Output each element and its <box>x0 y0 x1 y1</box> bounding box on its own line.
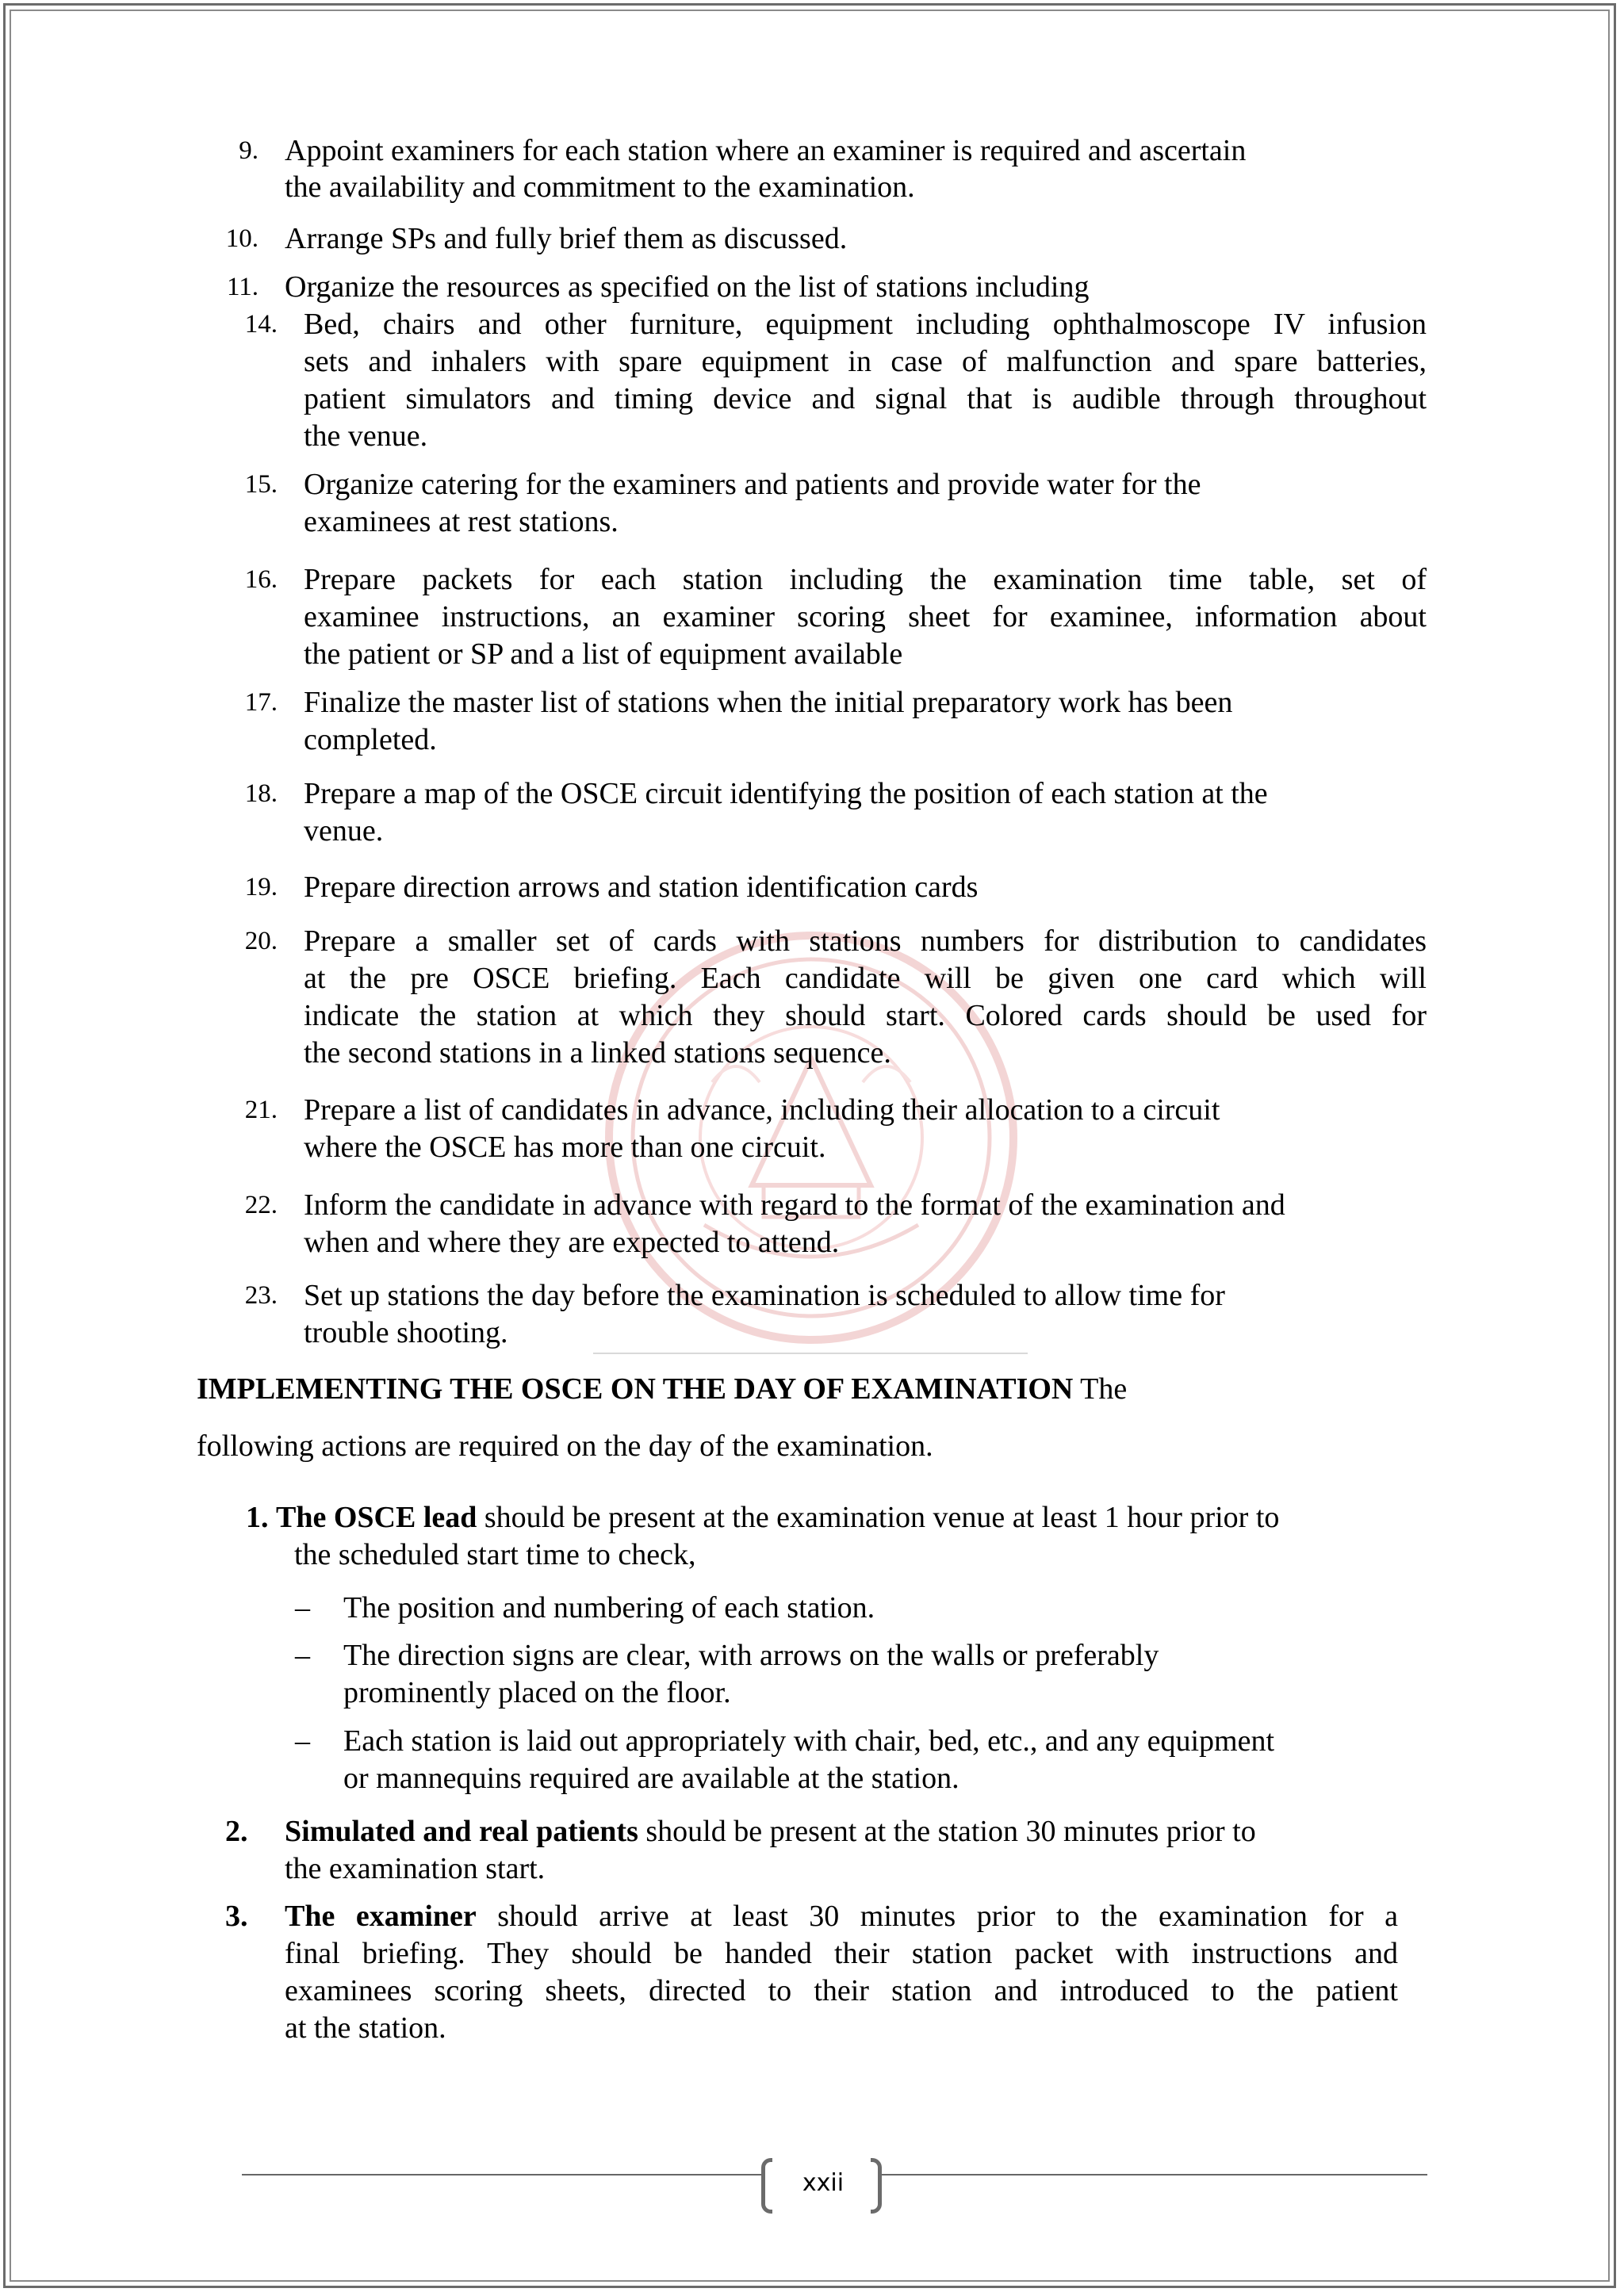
list-item-text: Prepare a smaller set of cards with stations numbers for distribution to candidates <box>304 924 1427 958</box>
list-number: 23. <box>244 1281 278 1310</box>
day-item-text: at the station. <box>285 2011 446 2045</box>
check-item-text: Each station is laid out appropriately with chair, bed, etc., and any equipment <box>343 1724 1275 1758</box>
list-number: 9. <box>239 136 259 165</box>
day-item-bold: Simulated and real patients <box>285 1815 638 1848</box>
list-item-text: sets and inhalers with spare equipment in case of malfunction and spare batteries, <box>304 345 1427 378</box>
day-item-number: 1. <box>246 1501 269 1534</box>
list-item-text: Arrange SPs and fully brief them as discussed. <box>285 222 848 255</box>
list-number: 22. <box>244 1191 278 1219</box>
list-item-text: indicate the station at which they should start. Colored cards should be used for <box>304 999 1427 1032</box>
list-number: 10. <box>225 224 259 253</box>
day-item-examiner <box>285 1898 1398 1935</box>
list-item-text: venue. <box>304 814 384 848</box>
list-number: 20. <box>244 927 278 955</box>
list-number: 21. <box>244 1096 278 1124</box>
list-item-text: trouble shooting. <box>304 1316 508 1349</box>
list-item-text: Inform the candidate in advance with regard to the format of the examination and <box>304 1188 1285 1222</box>
day-item-text: the scheduled start time to check, <box>294 1538 696 1571</box>
dash-bullet: – <box>295 1591 310 1624</box>
check-item-text: or mannequins required are available at the station. <box>343 1762 959 1795</box>
list-item-text: Prepare a map of the OSCE circuit identifying the position of each station at the <box>304 777 1268 810</box>
list-item-text: the availability and commitment to the examination. <box>285 170 915 204</box>
day-item-bold: The OSCE lead <box>276 1501 477 1534</box>
day-item-text: final briefing. They should be handed their station packet with instructions and <box>285 1937 1398 1970</box>
footer-bracket-right-icon <box>871 2158 882 2214</box>
page-number: xxii <box>802 2169 845 2197</box>
list-number: 11. <box>226 273 259 301</box>
list-item-text: the venue. <box>304 419 428 453</box>
day-item-number: 3. <box>225 1900 248 1933</box>
list-item-text: completed. <box>304 723 437 756</box>
list-item-text: examinee instructions, an examiner scoring sheet for examinee, information about <box>304 600 1427 633</box>
list-item-text: Organize catering for the examiners and patients and provide water for the <box>304 468 1201 501</box>
list-item-text: patient simulators and timing device and signal that is audible through throughout <box>304 382 1427 415</box>
list-number: 14. <box>244 310 278 339</box>
list-item-text: the patient or SP and a list of equipment available <box>304 637 903 671</box>
list-item-text: Set up stations the day before the examination is scheduled to allow time for <box>304 1279 1225 1312</box>
footer-rule-left <box>242 2174 764 2175</box>
check-item-text: The position and numbering of each station. <box>343 1591 875 1624</box>
day-item-text: should be present at the station 30 minutes prior to <box>638 1815 1256 1848</box>
day-item-lead <box>246 1499 1279 1536</box>
list-item-text: Prepare packets for each station including the examination time table, set of <box>304 563 1427 596</box>
list-item-text: Finalize the master list of stations when the initial preparatory work has been <box>304 686 1233 719</box>
list-item-text: Prepare a list of candidates in advance, including their allocation to a circuit <box>304 1093 1220 1127</box>
list-number: 17. <box>244 688 278 717</box>
list-number: 18. <box>244 779 278 808</box>
list-item-text: the second stations in a linked stations sequence. <box>304 1036 891 1070</box>
list-number: 19. <box>244 873 278 901</box>
list-item-text: examinees at rest stations. <box>304 505 619 538</box>
dash-bullet: – <box>295 1724 310 1758</box>
list-item-text: where the OSCE has more than one circuit. <box>304 1131 826 1164</box>
day-item-text: examinees scoring sheets, directed to their station and introduced to the patient <box>285 1974 1398 2007</box>
list-item-text: Bed, chairs and other furniture, equipment including ophthalmoscope IV infusion <box>304 308 1427 341</box>
footer-bracket-left-icon <box>761 2158 772 2214</box>
list-item-text: Organize the resources as specified on the list of stations including <box>285 270 1090 304</box>
footer-rule-right <box>882 2174 1427 2175</box>
day-item-text: the examination start. <box>285 1852 546 1885</box>
day-item-number: 2. <box>225 1815 248 1848</box>
section-heading <box>197 1371 1127 1408</box>
section-heading-tail: The <box>1073 1372 1128 1406</box>
list-item-text: Prepare direction arrows and station identification cards <box>304 871 979 904</box>
watermark-baseline <box>593 1353 1028 1354</box>
day-item-text: should be present at the examination venue at least 1 hour prior to <box>477 1501 1280 1534</box>
section-heading-title: IMPLEMENTING THE OSCE ON THE DAY OF EXAMINATION <box>197 1372 1074 1406</box>
section-intro: following actions are required on the day of the examination. <box>197 1429 933 1463</box>
list-item-text: Appoint examiners for each station where an examiner is required and ascertain <box>285 134 1247 167</box>
check-item-text: The direction signs are clear, with arrows on the walls or preferably <box>343 1639 1159 1672</box>
day-item-bold: The examiner <box>285 1900 477 1933</box>
check-item-text: prominently placed on the floor. <box>343 1676 731 1709</box>
list-number: 15. <box>244 470 278 499</box>
list-item-text: at the pre OSCE briefing. Each candidate will be given one card which will <box>304 962 1427 995</box>
day-item-text: should arrive at least 30 minutes prior to the examination for a <box>476 1900 1398 1933</box>
day-item-patients <box>285 1813 1256 1850</box>
list-number: 16. <box>244 565 278 594</box>
list-item-text: when and where they are expected to attend. <box>304 1226 840 1259</box>
dash-bullet: – <box>295 1639 310 1672</box>
